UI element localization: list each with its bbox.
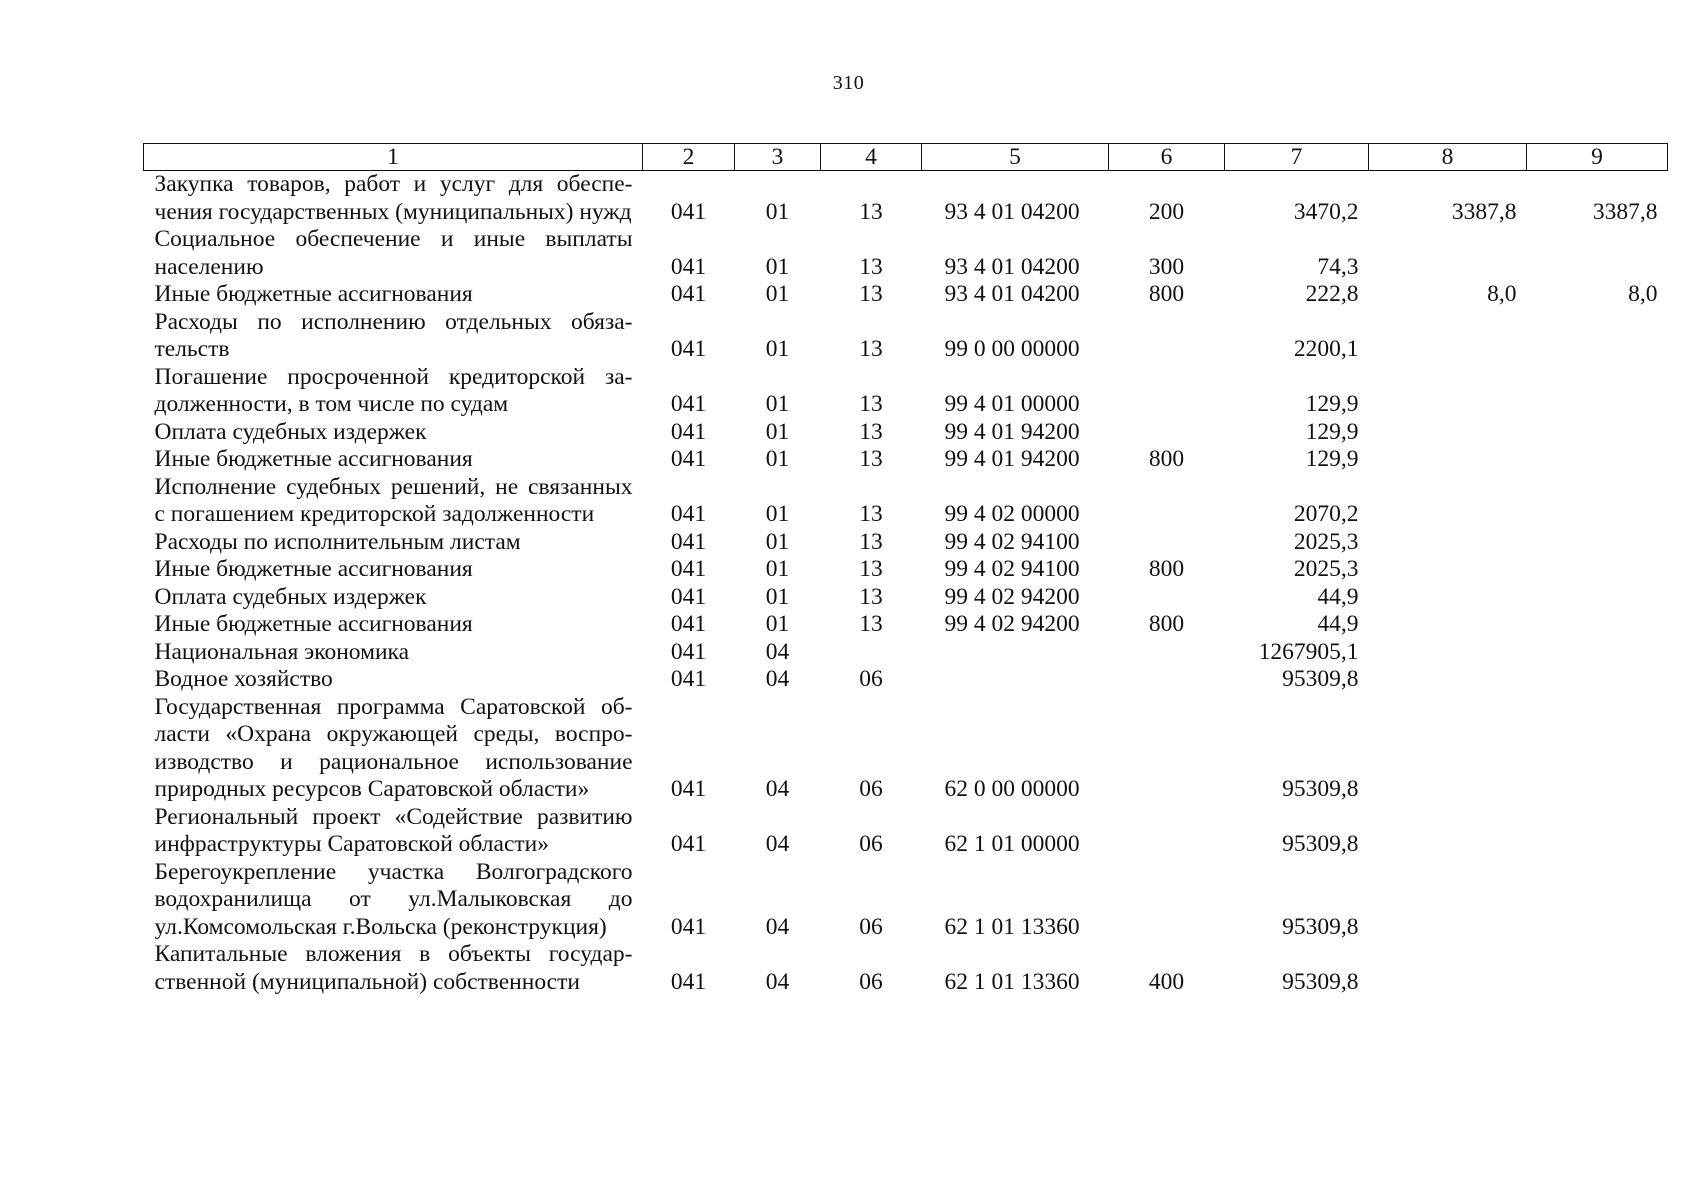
cell-subsection-code: 13 xyxy=(859,336,883,362)
cell-target-article: 62 1 01 13360 xyxy=(944,913,1080,940)
cell-amount-col9: 8,0 xyxy=(1628,281,1658,307)
cell-amount-col8 xyxy=(1369,474,1527,529)
cell-description: Иные бюджетные ассигнования xyxy=(154,556,473,582)
cell-section-code: 04 xyxy=(765,968,790,995)
cell-amount-col9 xyxy=(1527,309,1668,364)
cell-amount-col8 xyxy=(1369,639,1527,667)
cell-expense-type xyxy=(1109,859,1225,942)
cell-target-article: 99 4 02 94100 xyxy=(944,528,1080,555)
table-row xyxy=(144,694,1668,804)
cell-description: Иные бюджетные ассигнования xyxy=(154,446,473,472)
table-row xyxy=(144,941,1668,996)
cell-subsection-code: 13 xyxy=(859,198,883,225)
cell-amount-col7: 95309,8 xyxy=(1282,913,1359,940)
cell-amount-col8 xyxy=(1369,694,1527,804)
cell-subsection-code: 13 xyxy=(859,583,883,610)
header-col-9: 9 xyxy=(1527,144,1668,171)
cell-amount-col7: 74,3 xyxy=(1317,253,1359,280)
table-body xyxy=(144,171,1668,997)
table-header xyxy=(144,144,1668,171)
cell-section-code: 01 xyxy=(765,281,790,307)
cell-amount-col8 xyxy=(1369,529,1527,557)
cell-expense-type: 800 xyxy=(1148,446,1185,472)
cell-ministry-code: 041 xyxy=(670,583,707,610)
header-col-5: 5 xyxy=(922,144,1109,171)
table-row xyxy=(144,584,1668,612)
cell-amount-col9 xyxy=(1527,419,1668,447)
cell-amount-col8 xyxy=(1369,556,1527,584)
cell-subsection-code: 06 xyxy=(859,831,883,857)
cell-amount-col9 xyxy=(1527,941,1668,996)
cell-amount-col8 xyxy=(1369,804,1527,859)
header-col-1: 1 xyxy=(144,144,643,171)
cell-section-code: 01 xyxy=(765,501,790,527)
cell-subsection-code: 06 xyxy=(859,913,883,940)
cell-amount-col9 xyxy=(1527,859,1668,942)
cell-ministry-code: 041 xyxy=(670,638,707,665)
cell-target-article: 99 4 01 94200 xyxy=(944,418,1080,445)
cell-subsection-code: 13 xyxy=(859,418,883,445)
cell-description: Национальная экономика xyxy=(154,638,410,665)
cell-amount-col7: 44,9 xyxy=(1317,611,1359,637)
cell-description: Государственная программа Саратовской области «Охрана окружающей среды, воспроизводство и рациональное использование природных ресурсов Саратовской области» xyxy=(154,693,633,802)
cell-subsection-code: 13 xyxy=(859,391,883,417)
cell-subsection-code: 13 xyxy=(859,556,883,582)
cell-expense-type xyxy=(1109,694,1225,804)
cell-ministry-code: 041 xyxy=(670,831,707,857)
cell-target-article: 99 4 01 94200 xyxy=(944,446,1080,472)
cell-amount-col7: 1267905,1 xyxy=(1258,638,1359,665)
cell-amount-col8 xyxy=(1369,859,1527,942)
cell-ministry-code: 041 xyxy=(670,501,707,527)
cell-amount-col9 xyxy=(1527,529,1668,557)
cell-subsection-code: 13 xyxy=(859,253,883,280)
cell-amount-col8: 3387,8 xyxy=(1451,198,1517,225)
cell-ministry-code: 041 xyxy=(670,336,707,362)
header-col-6: 6 xyxy=(1109,144,1225,171)
header-row xyxy=(144,144,1668,171)
cell-amount-col8 xyxy=(1369,309,1527,364)
cell-section-code: 01 xyxy=(765,611,790,637)
cell-ministry-code: 041 xyxy=(670,446,707,472)
cell-ministry-code: 041 xyxy=(670,913,707,940)
cell-section-code: 04 xyxy=(765,913,790,940)
cell-section-code: 01 xyxy=(765,336,790,362)
cell-amount-col9 xyxy=(1527,804,1668,859)
cell-description: Закупка товаров, работ и услуг для обеспечения государственных (муниципальных) нужд xyxy=(154,171,633,225)
cell-amount-col9 xyxy=(1527,639,1668,667)
table-row xyxy=(144,474,1668,529)
cell-ministry-code: 041 xyxy=(670,666,707,692)
cell-target-article: 99 4 02 94200 xyxy=(944,583,1080,610)
table-row xyxy=(144,281,1668,309)
cell-target-article: 99 4 02 94200 xyxy=(944,611,1080,637)
cell-amount-col7: 2025,3 xyxy=(1293,556,1359,582)
cell-amount-col7: 95309,8 xyxy=(1282,776,1359,802)
cell-amount-col8: 8,0 xyxy=(1487,281,1517,307)
cell-ministry-code: 041 xyxy=(670,253,707,280)
table-row xyxy=(144,446,1668,474)
cell-target-article: 62 1 01 00000 xyxy=(944,831,1080,857)
cell-subsection-code: 13 xyxy=(859,446,883,472)
cell-description: Капитальные вложения в объекты государственной (муниципальной) собственности xyxy=(154,941,633,995)
header-col-3: 3 xyxy=(735,144,821,171)
cell-amount-col9: 3387,8 xyxy=(1592,198,1658,225)
cell-amount-col7: 44,9 xyxy=(1317,583,1359,610)
cell-description: Оплата судебных издержек xyxy=(154,418,427,445)
cell-expense-type: 800 xyxy=(1148,611,1185,637)
cell-amount-col7: 2070,2 xyxy=(1293,501,1359,527)
cell-amount-col9 xyxy=(1527,666,1668,694)
cell-target-article: 62 1 01 13360 xyxy=(944,968,1080,995)
cell-amount-col7: 129,9 xyxy=(1305,391,1359,417)
table-row xyxy=(144,226,1668,281)
cell-amount-col9 xyxy=(1527,226,1668,281)
cell-expense-type: 200 xyxy=(1148,198,1185,225)
cell-target-article: 99 4 02 00000 xyxy=(944,501,1080,527)
cell-section-code: 01 xyxy=(765,391,790,417)
cell-expense-type xyxy=(1109,666,1225,694)
cell-expense-type xyxy=(1109,474,1225,529)
table-row xyxy=(144,529,1668,557)
cell-description: Иные бюджетные ассигнования xyxy=(154,281,473,307)
table-row xyxy=(144,364,1668,419)
cell-amount-col8 xyxy=(1369,584,1527,612)
cell-subsection-code: 13 xyxy=(859,501,883,527)
cell-amount-col9 xyxy=(1527,611,1668,639)
table-row xyxy=(144,639,1668,667)
cell-subsection-code xyxy=(821,639,922,667)
cell-amount-col7: 129,9 xyxy=(1305,418,1359,445)
cell-section-code: 01 xyxy=(765,418,790,445)
cell-expense-type xyxy=(1109,529,1225,557)
cell-description: Водное хозяйство xyxy=(154,666,333,692)
cell-amount-col7: 3470,2 xyxy=(1293,198,1359,225)
cell-description: Региональный проект «Содействие развитию инфраструктуры Саратовской области» xyxy=(154,803,633,857)
budget-table xyxy=(143,143,1668,996)
cell-section-code: 01 xyxy=(765,528,790,555)
cell-amount-col7: 2025,3 xyxy=(1293,528,1359,555)
cell-section-code: 04 xyxy=(765,776,790,802)
cell-target-article xyxy=(922,666,1109,694)
cell-expense-type xyxy=(1109,309,1225,364)
cell-section-code: 04 xyxy=(765,666,790,692)
cell-amount-col7: 129,9 xyxy=(1305,446,1359,472)
cell-ministry-code: 041 xyxy=(670,968,707,995)
cell-expense-type: 400 xyxy=(1148,968,1185,995)
cell-section-code: 04 xyxy=(765,638,790,665)
table-row xyxy=(144,859,1668,942)
cell-amount-col8 xyxy=(1369,611,1527,639)
cell-amount-col8 xyxy=(1369,419,1527,447)
cell-target-article: 93 4 01 04200 xyxy=(944,281,1080,307)
cell-amount-col9 xyxy=(1527,694,1668,804)
cell-target-article: 62 0 00 00000 xyxy=(944,776,1080,802)
cell-amount-col9 xyxy=(1527,446,1668,474)
table-row xyxy=(144,611,1668,639)
cell-subsection-code: 13 xyxy=(859,281,883,307)
page-number: 310 xyxy=(832,72,865,94)
cell-description: Исполнение судебных решений, не связанных с погашением кредиторской задолженности xyxy=(154,473,633,527)
cell-amount-col9 xyxy=(1527,584,1668,612)
cell-expense-type xyxy=(1109,364,1225,419)
cell-amount-col8 xyxy=(1369,941,1527,996)
cell-ministry-code: 041 xyxy=(670,198,707,225)
cell-amount-col7: 2200,1 xyxy=(1293,336,1359,362)
cell-expense-type: 800 xyxy=(1148,281,1185,307)
cell-subsection-code: 06 xyxy=(859,776,883,802)
cell-amount-col9 xyxy=(1527,364,1668,419)
cell-expense-type xyxy=(1109,584,1225,612)
cell-expense-type: 800 xyxy=(1148,556,1185,582)
cell-section-code: 04 xyxy=(765,831,790,857)
cell-description: Погашение просроченной кредиторской задолженности, в том числе по судам xyxy=(154,363,633,417)
cell-subsection-code: 13 xyxy=(859,611,883,637)
table-row xyxy=(144,309,1668,364)
cell-section-code: 01 xyxy=(765,583,790,610)
cell-target-article: 99 4 01 00000 xyxy=(944,391,1080,417)
table-row xyxy=(144,666,1668,694)
cell-target-article xyxy=(922,639,1109,667)
cell-subsection-code: 13 xyxy=(859,528,883,555)
cell-description: Иные бюджетные ассигнования xyxy=(154,611,473,637)
cell-amount-col8 xyxy=(1369,446,1527,474)
table-row xyxy=(144,804,1668,859)
cell-amount-col7: 95309,8 xyxy=(1282,968,1359,995)
cell-target-article: 93 4 01 04200 xyxy=(944,198,1080,225)
cell-amount-col7: 95309,8 xyxy=(1282,831,1359,857)
cell-amount-col9 xyxy=(1527,474,1668,529)
cell-description: Расходы по исполнению отдельных обязательств xyxy=(154,308,633,362)
header-col-7: 7 xyxy=(1225,144,1369,171)
cell-target-article: 99 4 02 94100 xyxy=(944,556,1080,582)
cell-ministry-code: 041 xyxy=(670,281,707,307)
cell-amount-col9 xyxy=(1527,556,1668,584)
header-col-2: 2 xyxy=(643,144,735,171)
cell-section-code: 01 xyxy=(765,446,790,472)
cell-expense-type xyxy=(1109,804,1225,859)
cell-expense-type xyxy=(1109,639,1225,667)
cell-description: Социальное обеспечение и иные выплаты населению xyxy=(154,226,633,280)
table-row xyxy=(144,556,1668,584)
cell-ministry-code: 041 xyxy=(670,611,707,637)
cell-target-article: 99 0 00 00000 xyxy=(944,336,1080,362)
cell-target-article: 93 4 01 04200 xyxy=(944,253,1080,280)
cell-subsection-code: 06 xyxy=(859,666,883,692)
cell-amount-col7: 95309,8 xyxy=(1282,666,1359,692)
cell-ministry-code: 041 xyxy=(670,776,707,802)
cell-description: Берегоукрепление участка Волгоградского водохранилища от ул.Малыковская до ул.Комсомольская г.Вольска (реконструкция) xyxy=(154,858,633,940)
cell-amount-col7: 222,8 xyxy=(1305,281,1359,307)
cell-expense-type: 300 xyxy=(1148,253,1185,280)
cell-amount-col8 xyxy=(1369,666,1527,694)
cell-ministry-code: 041 xyxy=(670,391,707,417)
cell-ministry-code: 041 xyxy=(670,528,707,555)
cell-section-code: 01 xyxy=(765,556,790,582)
cell-amount-col8 xyxy=(1369,364,1527,419)
cell-section-code: 01 xyxy=(765,198,790,225)
table-row xyxy=(144,419,1668,447)
cell-amount-col8 xyxy=(1369,226,1527,281)
header-col-8: 8 xyxy=(1369,144,1527,171)
cell-expense-type xyxy=(1109,419,1225,447)
header-col-4: 4 xyxy=(821,144,922,171)
table-row xyxy=(144,171,1668,227)
cell-ministry-code: 041 xyxy=(670,418,707,445)
cell-section-code: 01 xyxy=(765,253,790,280)
cell-description: Расходы по исполнительным листам xyxy=(154,528,521,555)
cell-subsection-code: 06 xyxy=(859,968,883,995)
cell-ministry-code: 041 xyxy=(670,556,707,582)
cell-description: Оплата судебных издержек xyxy=(154,583,427,610)
